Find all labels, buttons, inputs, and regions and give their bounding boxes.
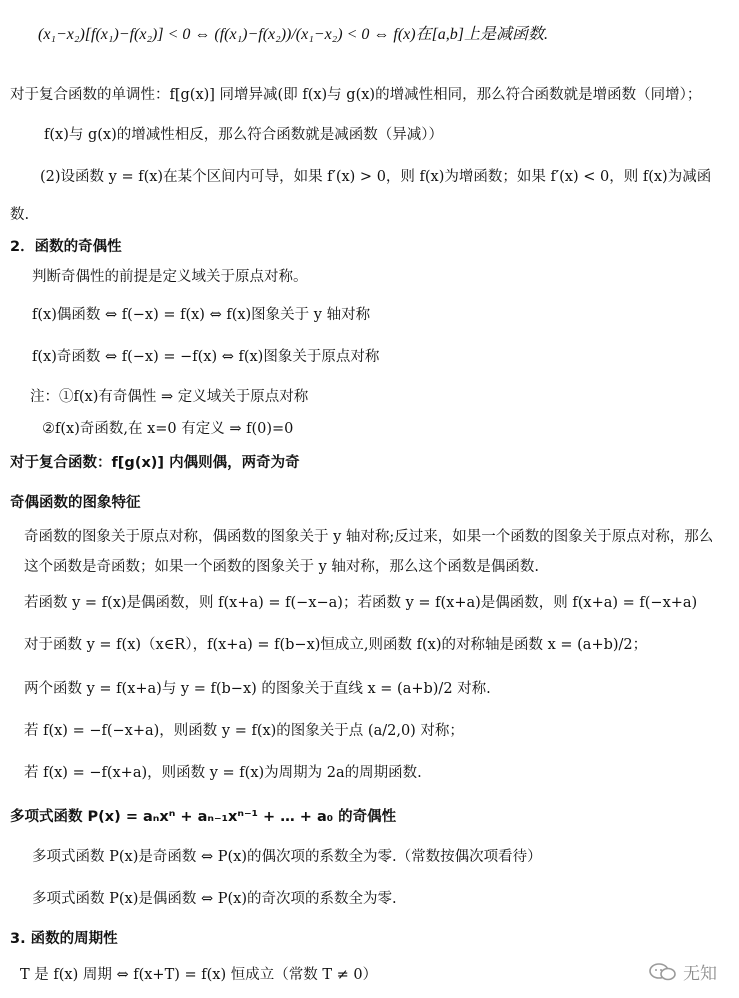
even-function-rule: f(x)偶函数 ⇔ f(−x) = f(x) ⇔ f(x)图象关于 y 轴对称 <box>32 307 371 323</box>
graph-feature-2: 这个函数是奇函数；如果一个函数的图象关于 y 轴对称，那么这个函数是偶函数. <box>24 559 540 575</box>
graph-feature-1: 奇函数的图象关于原点对称，偶函数的图象关于 y 轴对称;反过来，如果一个函数的图象关于原点对称，那么 <box>24 529 714 545</box>
point-symmetry-rule: 若 f(x) = −f(−x+a)，则函数 y = f(x)的图象关于点 (a/2,0) 对称； <box>24 723 464 739</box>
derivative-criterion: (2)设函数 y = f(x)在某个区间内可导，如果 f′(x) > 0，则 f(x)为增函数；如果 f′(x) < 0，则 f(x)为减函 <box>40 169 712 185</box>
section-heading-period: 3. 函数的周期性 <box>10 931 118 947</box>
even-shift-rule: 若函数 y = f(x)是偶函数，则 f(x+a) = f(−x−a)；若函数 y = f(x+a)是偶函数，则 f(x+a) = f(−x+a) <box>24 595 698 611</box>
monotonic-criterion: (x₁−x₂)[f(x₁)−f(x₂)] < 0 ⇔ (f(x₁)−f(x₂))/(x₁−x₂) < 0 ⇔ f(x)在[a,b]上是减函数. <box>38 26 549 43</box>
composite-monotonic-rule: 对于复合函数的单调性：f[g(x)] 同增异减(即 f(x)与 g(x)的增减性相同，那么符合函数就是增函数（同增）； <box>10 87 702 103</box>
period-definition: T 是 f(x) 周期 ⇔ f(x+T) = f(x) 恒成立（常数 T ≠ 0） <box>20 967 378 983</box>
watermark <box>649 959 717 984</box>
odd-function-rule: f(x)奇函数 ⇔ f(−x) = −f(x) ⇔ f(x)图象关于原点对称 <box>32 349 380 365</box>
note-2: ②f(x)奇函数,在 x=0 有定义 ⇒ f(0)=0 <box>42 421 294 437</box>
note-1: 注：①f(x)有奇偶性 ⇒ 定义域关于原点对称 <box>30 389 309 405</box>
parity-premise: 判断奇偶性的前提是定义域关于原点对称。 <box>32 269 308 285</box>
watermark-label: 无知 <box>683 964 717 984</box>
polynomial-even-rule: 多项式函数 P(x)是偶函数 ⇔ P(x)的奇次项的系数全为零. <box>32 891 397 907</box>
symmetry-axis-rule: 对于函数 y = f(x)（x∈R），f(x+a) = f(b−x)恒成立,则函数 f(x)的对称轴是函数 x = (a+b)/2； <box>24 637 648 653</box>
two-functions-symmetry: 两个函数 y = f(x+a)与 y = f(b−x) 的图象关于直线 x = (a+b)/2 对称. <box>24 681 491 697</box>
polynomial-odd-rule: 多项式函数 P(x)是奇函数 ⇔ P(x)的偶次项的系数全为零.（常数按偶次项看待） <box>32 849 542 865</box>
composite-parity-rule: 对于复合函数：f[g(x)] 内偶则偶，两奇为奇 <box>10 455 300 471</box>
composite-monotonic-rule-cont: f(x)与 g(x)的增减性相反，那么符合函数就是减函数（异减）） <box>44 127 443 143</box>
section-heading-graph: 奇偶函数的图象特征 <box>10 495 141 511</box>
section-heading-polynomial: 多项式函数 P(x) = aₙxⁿ + aₙ₋₁xⁿ⁻¹ + … + a₀ 的奇偶性 <box>10 809 397 825</box>
wechat-icon <box>649 962 677 982</box>
derivative-criterion-cont: 数. <box>10 207 30 223</box>
period-rule: 若 f(x) = −f(x+a)，则函数 y = f(x)为周期为 2a的周期函数. <box>24 765 422 781</box>
section-heading-parity: 2．函数的奇偶性 <box>10 239 122 255</box>
